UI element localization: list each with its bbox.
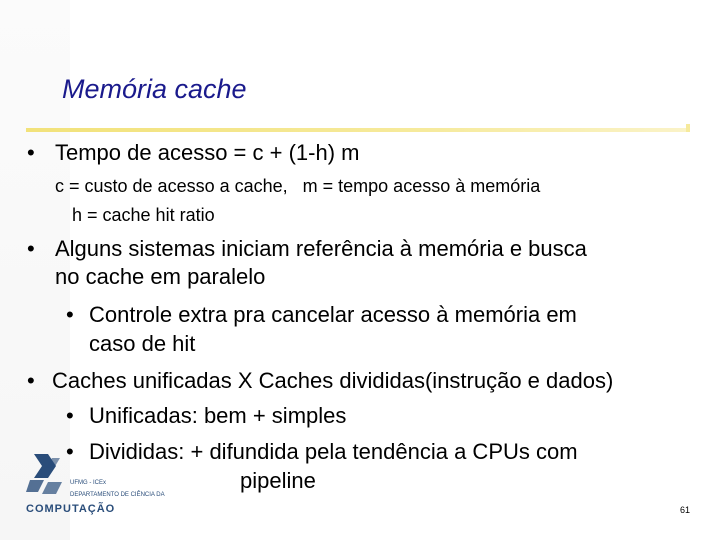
bullet-text: Caches unificadas X Caches divididas(instrução e dados) — [52, 368, 614, 393]
bullet-marker: • — [66, 302, 74, 327]
sub-text: h = cache hit ratio — [72, 205, 215, 225]
bullet-text: Tempo de acesso = c + (1-h) m — [55, 140, 360, 165]
page-number: 61 — [680, 505, 691, 515]
slide-title: Memória cache — [62, 74, 247, 104]
logo-line2: COMPUTAÇÃO — [26, 503, 116, 515]
bullet-marker: • — [66, 403, 74, 428]
bullet-marker: • — [27, 140, 35, 165]
logo-top-text: UFMG - ICEx — [70, 480, 106, 486]
sub-text: c = custo de acesso a cache, m = tempo acesso à memória — [55, 176, 541, 196]
bullet-marker: • — [27, 236, 35, 261]
sub-bullet-text: Unificadas: bem + simples — [89, 403, 347, 428]
dcc-logo-icon — [26, 452, 176, 516]
bullet-marker: • — [27, 368, 35, 393]
bullet-marker: • — [66, 439, 74, 464]
sub-bullet-text-continued: pipeline — [240, 468, 316, 493]
bullet-text: Alguns sistemas iniciam referência à memória e busca — [55, 236, 587, 261]
bullet-text-continued: no cache em paralelo — [55, 264, 266, 289]
sub-bullet-text: Divididas: + difundida pela tendência a CPUs com — [89, 439, 578, 464]
logo-line1: DEPARTAMENTO DE CIÊNCIA DA — [70, 492, 165, 498]
sub-bullet-text-continued: caso de hit — [89, 331, 196, 356]
sub-bullet-text: Controle extra pra cancelar acesso à memória em — [89, 302, 577, 327]
department-logo — [26, 452, 176, 516]
